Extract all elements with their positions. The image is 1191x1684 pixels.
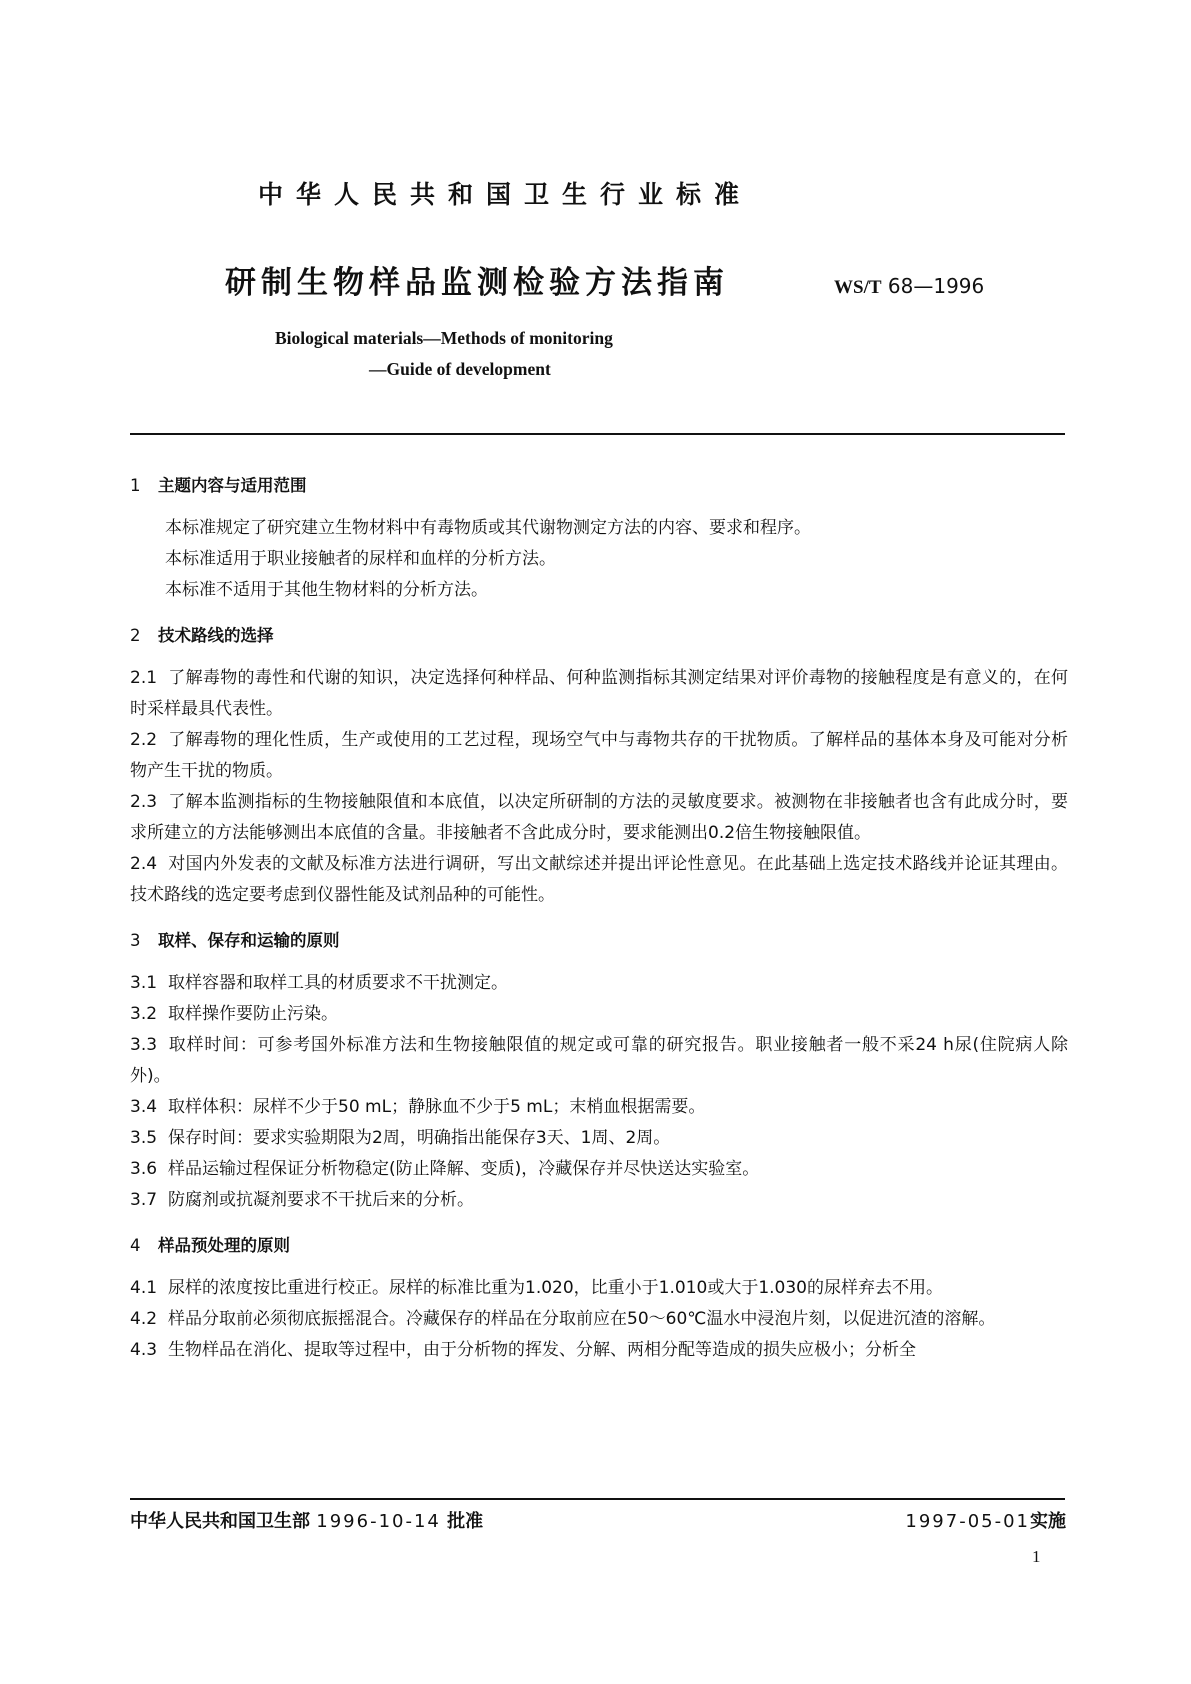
clause-number: 3.4	[130, 1097, 158, 1117]
clause-3-2	[130, 999, 1068, 1030]
document-title-zh: 研制生物样品监测检验方法指南	[225, 265, 729, 301]
clause-number: 3.6	[130, 1159, 158, 1179]
clause-2-4	[130, 849, 1068, 911]
clause-text: 取样容器和取样工具的材质要求不干扰测定。	[168, 973, 508, 993]
clause-text: 取样体积：尿样不少于50 mL；静脉血不少于5 mL；末梢血根据需要。	[168, 1097, 706, 1117]
clause-text: 取样时间：可参考国外标准方法和生物接触限值的规定或可靠的研究报告。职业接触者一般不采24 h尿(住院病人除外)。	[130, 1035, 1068, 1086]
document-title-en-line2: —Guide of development	[369, 359, 551, 379]
section-1	[130, 470, 1068, 606]
section-number: 3	[130, 931, 141, 950]
clause-4-2	[130, 1304, 1068, 1335]
effective-line	[905, 1508, 1066, 1536]
clause-number: 3.3	[130, 1035, 158, 1055]
section-title: 取样、保存和运输的原则	[158, 931, 340, 950]
standard-code-prefix: WS/T	[834, 277, 882, 298]
clause-text: 对国内外发表的文献及标准方法进行调研，写出文献综述并提出评论性意见。在此基础上选定技术路线并论证其理由。技术路线的选定要考虑到仪器性能及试剂品种的可能性。	[130, 854, 1068, 905]
clause-3-7	[130, 1185, 1068, 1216]
section-2	[130, 620, 1068, 911]
approval-date: 1996-10-14	[316, 1511, 441, 1532]
clause-number: 2.4	[130, 854, 158, 874]
paragraph: 本标准不适用于其他生物材料的分析方法。	[165, 580, 488, 600]
approval-line	[130, 1508, 483, 1536]
document-body	[130, 470, 1068, 1366]
clause-3-3	[130, 1030, 1068, 1092]
clause-4-3	[130, 1335, 1068, 1366]
effective-date: 1997-05-01	[905, 1511, 1030, 1532]
clause-number: 2.2	[130, 730, 158, 750]
footer-divider	[130, 1498, 1065, 1500]
section-4	[130, 1230, 1068, 1366]
clause-text: 了解毒物的毒性和代谢的知识，决定选择何种样品、何种监测指标其测定结果对评价毒物的接触程度是有意义的，在何时采样最具代表性。	[130, 668, 1068, 719]
section-heading	[130, 1230, 1068, 1261]
clause-number: 4.3	[130, 1340, 158, 1360]
clause-3-5	[130, 1123, 1068, 1154]
clause-2-1	[130, 663, 1068, 725]
clause-number: 3.5	[130, 1128, 158, 1148]
clause-text: 取样操作要防止污染。	[168, 1004, 338, 1024]
section-title: 样品预处理的原则	[158, 1236, 290, 1255]
clause-number: 2.1	[130, 668, 158, 688]
clause-text: 生物样品在消化、提取等过程中，由于分析物的挥发、分解、两相分配等造成的损失应极小；分析全	[168, 1340, 916, 1360]
section-number: 1	[130, 476, 141, 495]
standard-code	[834, 272, 984, 302]
section-heading	[130, 620, 1068, 651]
issuer: 中华人民共和国卫生部	[130, 1511, 310, 1532]
header-divider	[130, 433, 1065, 435]
clause-text: 保存时间：要求实验期限为2周，明确指出能保存3天、1周、2周。	[168, 1128, 671, 1148]
document-title-en-line1: Biological materials—Methods of monitoring	[275, 328, 613, 348]
clause-text: 尿样的浓度按比重进行校正。尿样的标准比重为1.020，比重小于1.010或大于1.030的尿样弃去不用。	[168, 1278, 944, 1298]
section-number: 4	[130, 1236, 141, 1255]
section-heading	[130, 925, 1068, 956]
section-number: 2	[130, 626, 141, 645]
clause-2-3	[130, 787, 1068, 849]
clause-number: 4.2	[130, 1309, 158, 1329]
clause-text: 了解毒物的理化性质，生产或使用的工艺过程，现场空气中与毒物共存的干扰物质。了解样品的基体本身及可能对分析物产生干扰的物质。	[130, 730, 1068, 781]
clause-text: 防腐剂或抗凝剂要求不干扰后来的分析。	[168, 1190, 474, 1210]
clause-number: 3.1	[130, 973, 158, 993]
section-3	[130, 925, 1068, 1216]
clause-3-1	[130, 968, 1068, 999]
clause-2-2	[130, 725, 1068, 787]
section-title: 技术路线的选择	[158, 626, 274, 645]
standard-code-number: 68—1996	[887, 274, 985, 298]
clause-number: 3.7	[130, 1190, 158, 1210]
section-heading	[130, 470, 1068, 501]
effective-label: 实施	[1030, 1511, 1066, 1532]
page-number: 1	[1032, 1547, 1041, 1566]
clause-number: 4.1	[130, 1278, 158, 1298]
approval-label: 批准	[447, 1511, 484, 1532]
paragraph: 本标准规定了研究建立生物材料中有毒物质或其代谢物测定方法的内容、要求和程序。	[165, 518, 811, 538]
paragraph: 本标准适用于职业接触者的尿样和血样的分析方法。	[165, 549, 556, 569]
clause-number: 2.3	[130, 792, 158, 812]
clause-text: 了解本监测指标的生物接触限值和本底值，以决定所研制的方法的灵敏度要求。被测物在非接触者也含有此成分时，要求所建立的方法能够测出本底值的含量。非接触者不含此成分时，要求能测出0.2倍生物接触限值。	[130, 792, 1068, 843]
clause-number: 3.2	[130, 1004, 158, 1024]
clause-3-4	[130, 1092, 1068, 1123]
section-title: 主题内容与适用范围	[158, 476, 307, 495]
standard-category: 中华人民共和国卫生行业标准	[258, 180, 753, 209]
clause-text: 样品运输过程保证分析物稳定(防止降解、变质)，冷藏保存并尽快送达实验室。	[168, 1159, 760, 1179]
clause-text: 样品分取前必须彻底振摇混合。冷藏保存的样品在分取前应在50～60℃温水中浸泡片刻，以促进沉渣的溶解。	[168, 1309, 996, 1329]
clause-4-1	[130, 1273, 1068, 1304]
clause-3-6	[130, 1154, 1068, 1185]
